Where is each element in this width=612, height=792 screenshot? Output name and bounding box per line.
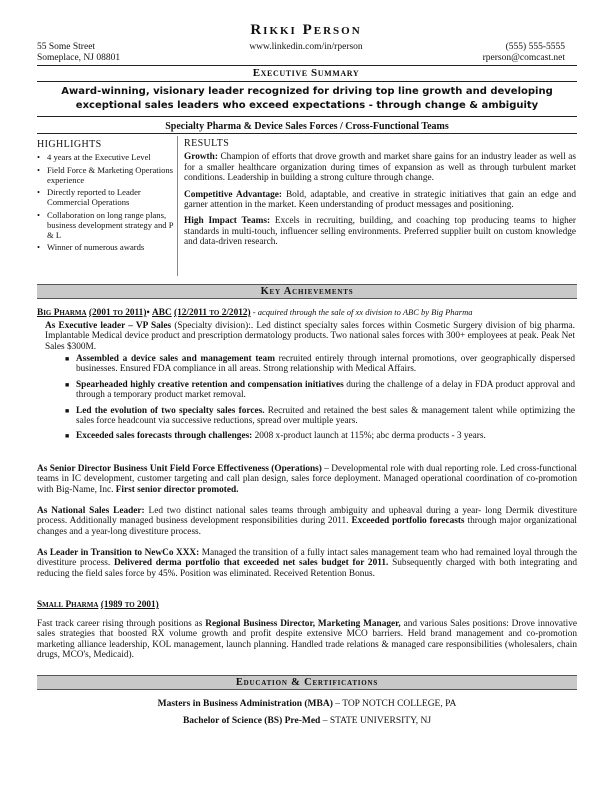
role-label: As Executive leader – VP Sales (45, 321, 172, 331)
vp-sales-bullets (65, 354, 575, 447)
bullet-bold: Exceeded sales forecasts through challenges: (76, 431, 253, 442)
summary-tagline: Award-winning, visionary leader recognized for driving top line growth and developing exceptional sales leaders who exceed expectations - through change & ambiguity (61, 86, 553, 111)
bullet-text: recruited entirely through internal promotions, over geographically dispersed businesses. Ensured FDA compliance in all areas. Strong relationship with Medical Affairs. (76, 354, 576, 375)
company-small-pharma: Small Pharma (37, 600, 99, 610)
achievement-bullet (65, 354, 575, 375)
role-label: As National Sales Leader: (37, 506, 145, 516)
achievement-bullet (65, 380, 575, 401)
role-text-cont: through major organizational changes and a year-long divestiture process. (37, 516, 577, 537)
highlights-list (37, 153, 177, 253)
big-pharma-dates: (2001 to 2011) (88, 308, 147, 318)
degree-name: Masters in Business Administration (MBA) (157, 699, 333, 709)
role-label: As Senior Director Business Unit Field Force Effectiveness (Operations) (37, 464, 322, 474)
vp-sales-role (45, 321, 575, 352)
bullet-bold: Assembled a device sales and management team (76, 354, 275, 364)
result-text: Excels in recruiting, building, and coaching top producing teams to higher standards in multi-touch, influencer selling environments. Preferred supplier built on custom knowledge and data-driven research. (184, 216, 576, 248)
role-text-cont: Subsequently charged with both integrating and reducing the field sales force by 45%. Position was eliminated. Received Retention Bonus. (37, 558, 577, 579)
role-label: As Leader in Transition to NewCo XXX: (37, 548, 200, 558)
email-address[interactable]: rperson@comcast.net (482, 53, 565, 63)
address-line-1: 55 Some Street (37, 42, 96, 52)
education-entry-bs (37, 716, 577, 726)
tagline-divider (37, 116, 577, 117)
education-bar (37, 675, 577, 690)
result-label: High Impact Teams: (184, 216, 271, 227)
header-divider (37, 65, 577, 66)
result-competitive-advantage (184, 190, 576, 211)
company-big-pharma: Big Pharma (37, 308, 87, 318)
highlight-item: • 4 years at the Executive Level (37, 153, 177, 163)
summary-title-divider (37, 81, 577, 82)
summary-text-cont: and various Sales positions: Drove innovative sales strategies that boosted RX volume growth and profit despite extensive MCO barriers. Held brand management and co-promotion marketing alliance leadership, KOL management, launch planning. Handled trade relations & managed care responsibilities (wholesalers, chain drugs, MCO's, Medicaid). (37, 619, 577, 661)
result-label: Competitive Advantage: (184, 189, 282, 200)
school-name: – TOP NOTCH COLLEGE, PA (332, 699, 457, 709)
key-achievements-title: Key Achievements (260, 286, 354, 297)
education-entry-mba (37, 699, 577, 709)
bullet-text: Recruited and retained the best sales & management talent while optimizing the sales force headcount via successive reductions, spread over multiple years. (76, 405, 575, 427)
achievement-bullet (65, 431, 575, 441)
result-text: Bold, adaptable, and creative in strategic initiatives that gain an edge and garner attention in the market. Keen understanding of product messages and positioning. (184, 189, 576, 211)
small-pharma-heading (37, 600, 577, 610)
senior-director-role (37, 464, 577, 495)
executive-summary-title: Executive Summary (252, 67, 360, 79)
company-separator: • (146, 308, 150, 318)
bullet-bold: Spearheaded highly creative retention and compensation initiatives (76, 379, 344, 390)
bullet-text: 2008 x-product launch at 115%; abc derma products - 3 years. (252, 431, 486, 442)
role-text: Managed the transition of a fully intact sales management team who had remained loyal through the divestiture process. (37, 548, 577, 569)
highlight-item: • Field Force & Marketing Operations experience (37, 166, 177, 186)
linkedin-url[interactable]: www.linkedin.com/in/rperson (249, 42, 363, 52)
role-highlight: First senior director promoted. (115, 484, 239, 495)
company-abc: ABC (152, 308, 172, 318)
achievement-bullet (65, 406, 575, 427)
small-pharma-summary (37, 619, 577, 661)
phone-number: (555) 555-5555 (505, 42, 565, 52)
result-high-impact-teams (184, 216, 576, 247)
national-sales-leader-role (37, 506, 577, 537)
highlight-item: • Winner of numerous awards (37, 243, 177, 253)
summary-subhead: Specialty Pharma & Device Sales Forces / Cross-Functional Teams (165, 121, 449, 132)
acquisition-note: - acquired through the sale of xx division to ABC by Big Pharma (250, 307, 473, 317)
result-text: Champion of efforts that drove growth and market share gains for an industry leader as well as for a smaller healthcare organization during times of expansion as well as through turbulent market conditions. Leadership in building a strong culture through change. (184, 152, 576, 184)
summary-roles: Regional Business Director, Marketing Manager, (205, 619, 401, 629)
subhead-divider (37, 133, 577, 134)
role-text: – Developmental role with dual reporting role. Led cross-functional teams in IC development, customer targeting and call plan design, sales force deployment. Managed operational coordination of co-promotion with Big-Name, Inc. (37, 464, 577, 495)
bullet-bold: Led the evolution of two specialty sales forces. (76, 405, 265, 416)
results-column (184, 136, 576, 254)
highlights-heading: HIGHLIGHTS (37, 139, 102, 150)
transition-leader-role (37, 548, 577, 579)
address-line-2: Someplace, NJ 08801 (37, 53, 121, 63)
role-text: (Specialty division):. Led distinct specialty sales forces within Cosmetic Surgery division of big pharma. Implantable Medical device product and prescription dermatology products. Two national sales forces with 300+ employees at peak. Peak Net Sales $300M. (45, 321, 575, 352)
key-achievements-bar (37, 284, 577, 299)
role-text: Led two distinct national sales teams through ambiguity and upheaval during a year- long Dermik divestiture process. Additionally managed business development responsibilities during 2011. (37, 506, 577, 527)
result-growth (184, 152, 576, 183)
role-highlight: Delivered derma portfolio that exceeded net sales budget for 2011. (113, 558, 389, 569)
results-heading: RESULTS (184, 138, 230, 149)
big-pharma-heading (37, 307, 577, 318)
highlight-item: • Collaboration on long range plans, business development strategy and P & L (37, 211, 177, 240)
contact-block (483, 42, 565, 64)
candidate-name: Rikki Person (250, 22, 362, 38)
highlight-item: • Directly reported to Leader Commercial Operations (37, 188, 177, 208)
education-title: Education & Certifications (235, 677, 379, 688)
bullet-text: during the challenge of a delay in FDA product approval and through a temporary product market removal. (76, 379, 575, 401)
highlights-column (37, 136, 178, 276)
degree-name: Bachelor of Science (BS) Pre-Med (182, 716, 321, 726)
summary-text: Fast track career rising through positions as (37, 619, 206, 629)
school-name: – STATE UNIVERSITY, NJ (320, 716, 432, 726)
result-label: Growth: (184, 152, 218, 163)
small-pharma-dates: (1989 to 2001) (100, 600, 159, 610)
abc-dates: (12/2011 to 2/2012) (174, 308, 251, 318)
role-highlight: Exceeded portfolio forecasts (351, 516, 465, 527)
